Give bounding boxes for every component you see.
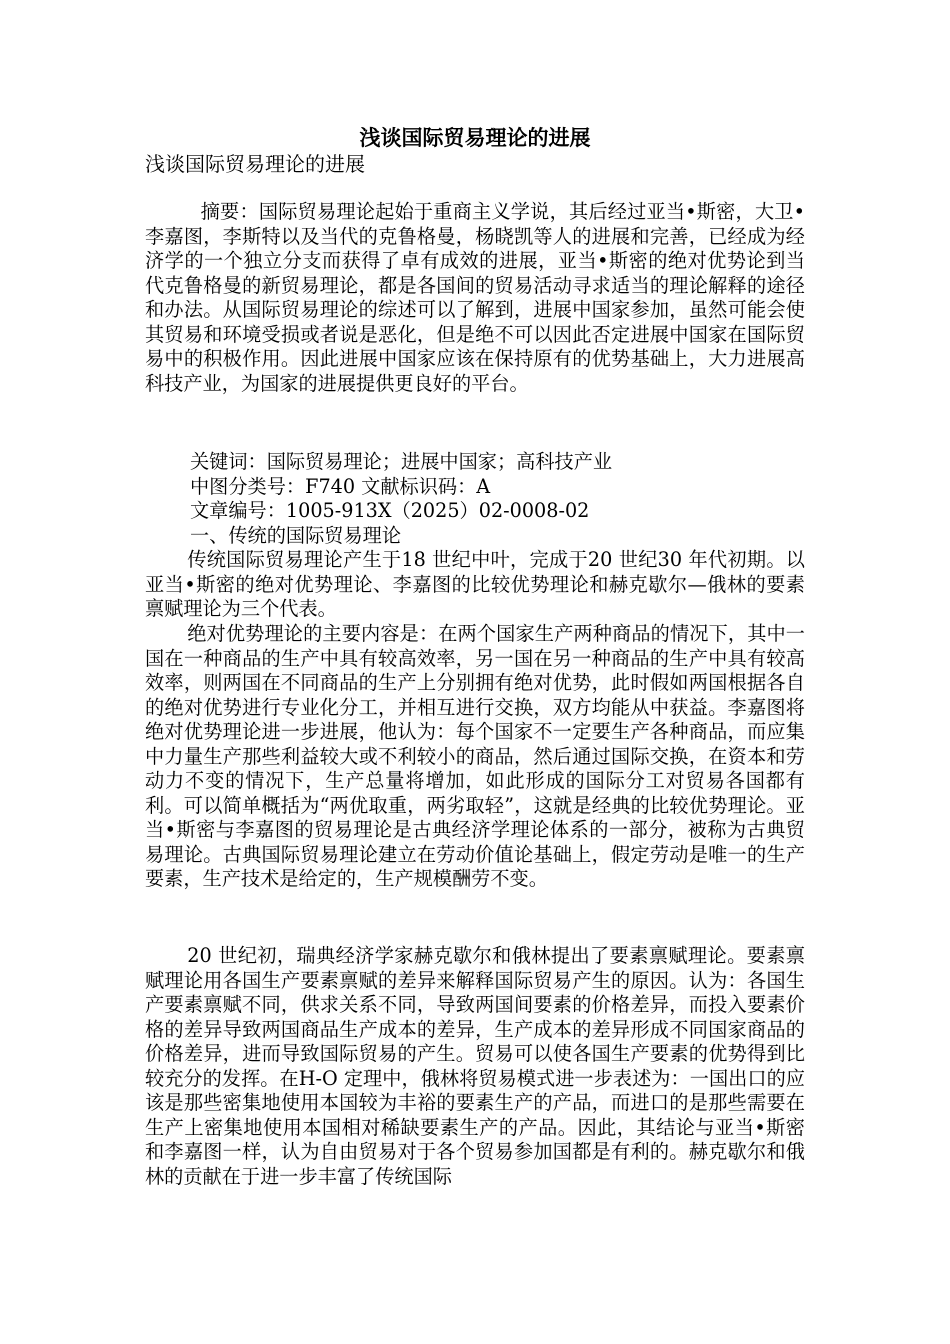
document-title: 浅谈国际贸易理论的进展 xyxy=(359,125,591,150)
section-heading: 一、传统的国际贸易理论 xyxy=(190,524,402,547)
document-subtitle: 浅谈国际贸易理论的进展 xyxy=(145,152,365,176)
keywords-line: 关键词：国际贸易理论；进展中国家；高科技产业 xyxy=(190,450,613,473)
article-number-line: 文章编号：1005-913X（2025）02-0008-02 xyxy=(190,499,590,522)
body-paragraph-2: 绝对优势理论的主要内容是：在两个国家生产两种商品的情况下，其中一国在一种商品的生产中具有较高效率，另一国在另一种商品的生产中具有较高效率，则两国在不同商品的生产上分别拥有绝对优势，此时假如两国根据各自的绝对优势进行专业化分工，并相互进行交换，双方均能从中获益。李嘉图将绝对优势理论进一步进展，他认为：每个国家不一定要生产各种商品，而应集中力量生产那些利益较大或不利较小的商品，然后通过国际交换，在资本和劳动力不变的情况下，生产总量将增加，如此形成的国际分工对贸易各国都有利。可以简单概括为“两优取重，两劣取轻”，这就是经典的比较优势理论。亚当•斯密与李嘉图的贸易理论是古典经济学理论体系的一部分，被称为古典贸易理论。古典国际贸易理论建立在劳动价值论基础上，假定劳动是唯一的生产要素，生产技术是给定的，生产规模酬劳不变。 xyxy=(145,622,805,890)
classification-line: 中图分类号：F740 文献标识码：A xyxy=(190,475,491,498)
body-paragraph-1: 传统国际贸易理论产生于18 世纪中叶，完成于20 世纪30 年代初期。以亚当•斯密的绝对优势理论、李嘉图的比较优势理论和赫克歇尔—俄林的要素禀赋理论为三个代表。 xyxy=(145,548,805,620)
body-paragraph-3: 20 世纪初，瑞典经济学家赫克歇尔和俄林提出了要素禀赋理论。要素禀赋理论用各国生产要素禀赋的差异来解释国际贸易产生的原因。认为：各国生产要素禀赋不同，供求关系不同，导致两国间要素的价格差异，而投入要素价格的差异导致两国商品生产成本的差异，生产成本的差异形成不同国家商品的价格差异，进而导致国际贸易的产生。贸易可以使各国生产要素的优势得到比较充分的发挥。在H-O 定理中，俄林将贸易模式进一步表述为：一国出口的应该是那些密集地使用本国较为丰裕的要素生产的产品，而进口的是那些需要在生产上密集地使用本国相对稀缺要素生产的产品。因此，其结论与亚当•斯密和李嘉图一样，认为自由贸易对于各个贸易参加国都是有利的。赫克歇尔和俄林的贡献在于进一步丰富了传统国际 xyxy=(145,944,805,1188)
abstract-paragraph: 摘要：国际贸易理论起始于重商主义学说，其后经过亚当•斯密，大卫•李嘉图，李斯特以及当代的克鲁格曼，杨晓凯等人的进展和完善，已经成为经济学的一个独立分支而获得了卓有成效的进展，亚当•斯密的绝对优势论到当代克鲁格曼的新贸易理论，都是各国间的贸易活动寻求适当的理论解释的途径和办法。从国际贸易理论的综述可以了解到，进展中国家参加，虽然可能会使其贸易和环境受损或者说是恶化，但是绝不可以因此否定进展中国家在国际贸易中的积极作用。因此进展中国家应该在保持原有的优势基础上，大力进展高科技产业，为国家的进展提供更良好的平台。 xyxy=(145,200,805,395)
